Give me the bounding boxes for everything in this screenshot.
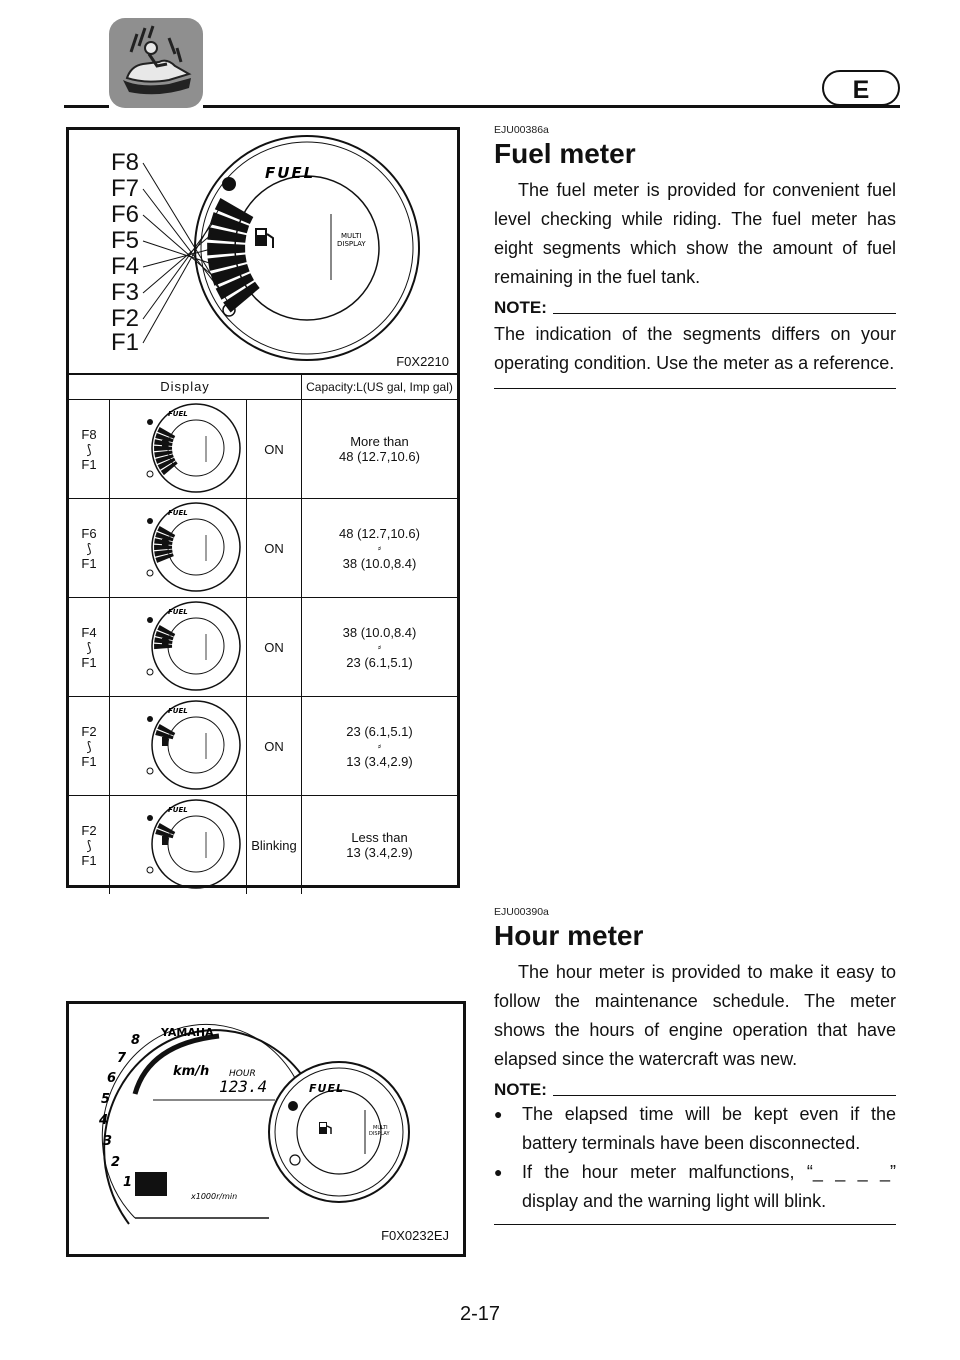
table-row xyxy=(69,697,457,796)
range-top: F2 xyxy=(81,822,97,838)
capacity-line: 38 (10.0,8.4) xyxy=(342,624,417,640)
display-label: DISPLAY xyxy=(369,1131,390,1137)
hour-meter-drawing xyxy=(69,1004,463,1254)
tach-number: 3 xyxy=(103,1134,113,1149)
range-separator: ⟆ xyxy=(86,837,92,853)
capacity-line: 38 (10.0,8.4) xyxy=(342,555,417,571)
watercraft-rider-icon xyxy=(109,18,203,108)
note-bullet xyxy=(494,1158,896,1216)
mini-gauge xyxy=(110,499,247,597)
range-bottom: F1 xyxy=(81,753,97,769)
tach-number: 1 xyxy=(123,1175,133,1190)
bullet-icon: ● xyxy=(494,1164,503,1180)
mini-gauge xyxy=(110,796,247,894)
fuel-meter-section xyxy=(494,124,896,389)
table-header xyxy=(69,375,457,400)
figure-code: F0X2210 xyxy=(396,354,449,369)
fuel-meter-figure xyxy=(66,127,460,888)
range-bottom: F1 xyxy=(81,456,97,472)
mini-fuel-segment xyxy=(154,446,172,451)
segment-label-f5: F5 xyxy=(111,227,140,254)
segment-label-f1: F1 xyxy=(111,329,140,356)
note-label: NOTE: xyxy=(494,298,547,317)
mini-gauge-drawing xyxy=(110,400,246,498)
mini-fuel-label: FUEL xyxy=(168,806,188,814)
section-code: EJU00390a xyxy=(494,906,549,918)
segment-label-f7: F7 xyxy=(111,175,140,202)
segment-label-f3: F3 xyxy=(111,279,140,306)
gauge-display-label: DISPLAY xyxy=(337,240,366,248)
hour-meter-figure xyxy=(66,1001,466,1257)
section-title: Fuel meter xyxy=(494,138,636,169)
header-display: Display xyxy=(69,375,302,399)
note-text: The indication of the segments differs on your operating condition. Use the meter as a reference. xyxy=(494,324,896,373)
range-top: F2 xyxy=(81,723,97,739)
capacity xyxy=(302,400,457,498)
tach-number: 5 xyxy=(101,1092,111,1107)
header-rule-left xyxy=(64,105,109,108)
range-separator: ⟆ xyxy=(86,540,92,556)
capacity-line: 48 (12.7,10.6) xyxy=(339,449,420,464)
mini-gauge xyxy=(110,400,247,498)
bullet-text: If the hour meter malfunctions, “_ _ _ _” display and the warning light will blink. xyxy=(522,1162,896,1211)
tach-number: 4 xyxy=(99,1113,109,1128)
tach-number: 8 xyxy=(131,1033,141,1048)
range-bottom: F1 xyxy=(81,555,97,571)
capacity-line: 23 (6.1,5.1) xyxy=(346,723,413,739)
mini-fuel-label: FUEL xyxy=(168,608,188,616)
bullet-text: The elapsed time will be kept even if the battery terminals have been disconnected. xyxy=(522,1104,896,1153)
mini-fuel-label: FUEL xyxy=(168,707,188,715)
mini-gauge-drawing xyxy=(110,796,246,894)
range-separator: ⟆ xyxy=(86,738,92,754)
range-bottom: F1 xyxy=(81,654,97,670)
note-bullet xyxy=(494,1100,896,1158)
note-heading xyxy=(494,296,896,318)
mini-fuel-segment xyxy=(154,644,172,649)
range-top: F4 xyxy=(81,624,97,640)
segment-leader-line xyxy=(143,241,212,264)
hour-value: 123.4 xyxy=(219,1077,268,1096)
note-end-rule xyxy=(494,388,896,389)
capacity-line: 13 (3.4,2.9) xyxy=(346,845,413,860)
note-heading xyxy=(494,1078,896,1100)
segment-range xyxy=(69,796,110,894)
mini-gauge xyxy=(110,598,247,696)
header-capacity: Capacity:L(US gal, Imp gal) xyxy=(306,380,453,394)
state: ON xyxy=(247,499,302,597)
gauge-multi-label: MULTI xyxy=(341,232,362,240)
mini-gauge-drawing xyxy=(110,697,246,795)
section-body: The hour meter is provided to make it easy to follow the maintenance schedule. The meter shows the hours of engine operation that have elapsed since the watercraft was new. xyxy=(494,962,896,1069)
capacity-arrow: ⸗ xyxy=(377,740,382,752)
table-row xyxy=(69,400,457,499)
fuel-label: FUEL xyxy=(309,1082,344,1095)
segment-label-f4: F4 xyxy=(111,253,140,280)
section-code: EJU00386a xyxy=(494,124,549,136)
state: ON xyxy=(247,598,302,696)
capacity-line: More than xyxy=(350,434,409,449)
fuel-gauge-illustration xyxy=(69,130,457,375)
figure-code: F0X0232EJ xyxy=(381,1228,449,1243)
capacity-line: 13 (3.4,2.9) xyxy=(346,753,413,769)
capacity-line: 23 (6.1,5.1) xyxy=(346,654,413,670)
capacity xyxy=(302,697,457,795)
segment-label-f8: F8 xyxy=(111,149,140,176)
hour-meter-section xyxy=(494,906,896,1225)
mini-fuel-label: FUEL xyxy=(168,509,188,517)
tach-number: 2 xyxy=(111,1155,121,1170)
segment-range xyxy=(69,697,110,795)
segment-range xyxy=(69,400,110,498)
state: ON xyxy=(247,697,302,795)
language-badge: E xyxy=(822,70,900,106)
rpm-unit: x1000r/min xyxy=(191,1192,238,1201)
range-separator: ⟆ xyxy=(86,441,92,457)
range-separator: ⟆ xyxy=(86,639,92,655)
note-end-rule xyxy=(494,1224,896,1225)
tach-number: 7 xyxy=(117,1051,127,1066)
mini-gauge xyxy=(110,697,247,795)
segment-range xyxy=(69,598,110,696)
capacity-line: 48 (12.7,10.6) xyxy=(339,525,420,541)
multi-label: MULTI xyxy=(373,1125,388,1131)
gauge-fuel-label: FUEL xyxy=(265,164,316,182)
capacity xyxy=(302,796,457,894)
state: ON xyxy=(247,400,302,498)
hour-label: HOUR xyxy=(229,1069,256,1079)
state: Blinking xyxy=(247,796,302,894)
segment-label-f6: F6 xyxy=(111,201,140,228)
table-row xyxy=(69,499,457,598)
fuel-segment xyxy=(207,243,245,256)
mini-gauge-drawing xyxy=(110,598,246,696)
capacity xyxy=(302,499,457,597)
note-label: NOTE: xyxy=(494,1080,547,1099)
capacity xyxy=(302,598,457,696)
section-body: The fuel meter is provided for convenient fuel level checking while riding. The fuel meter has eight segments which show the amount of fuel remaining in the fuel tank. xyxy=(494,180,896,287)
range-top: F6 xyxy=(81,525,97,541)
tach-number: 6 xyxy=(107,1071,117,1086)
capacity-line: Less than xyxy=(351,830,408,845)
bullet-icon: ● xyxy=(494,1106,503,1122)
section-title: Hour meter xyxy=(494,920,644,951)
capacity-arrow: ⸗ xyxy=(377,542,382,554)
page-number: 2-17 xyxy=(459,1303,501,1325)
mini-fuel-segment xyxy=(154,545,172,550)
mini-fuel-label: FUEL xyxy=(168,410,188,418)
range-top: F8 xyxy=(81,426,97,442)
header-rule-right xyxy=(203,105,900,108)
segment-range xyxy=(69,499,110,597)
brand-label: YAMAHA xyxy=(161,1026,214,1039)
range-bottom: F1 xyxy=(81,852,97,868)
mini-gauge-drawing xyxy=(110,499,246,597)
speed-unit: km/h xyxy=(173,1064,210,1079)
capacity-arrow: ⸗ xyxy=(377,641,382,653)
table-row xyxy=(69,796,457,894)
segment-label-f2: F2 xyxy=(111,305,140,332)
table-row xyxy=(69,598,457,697)
